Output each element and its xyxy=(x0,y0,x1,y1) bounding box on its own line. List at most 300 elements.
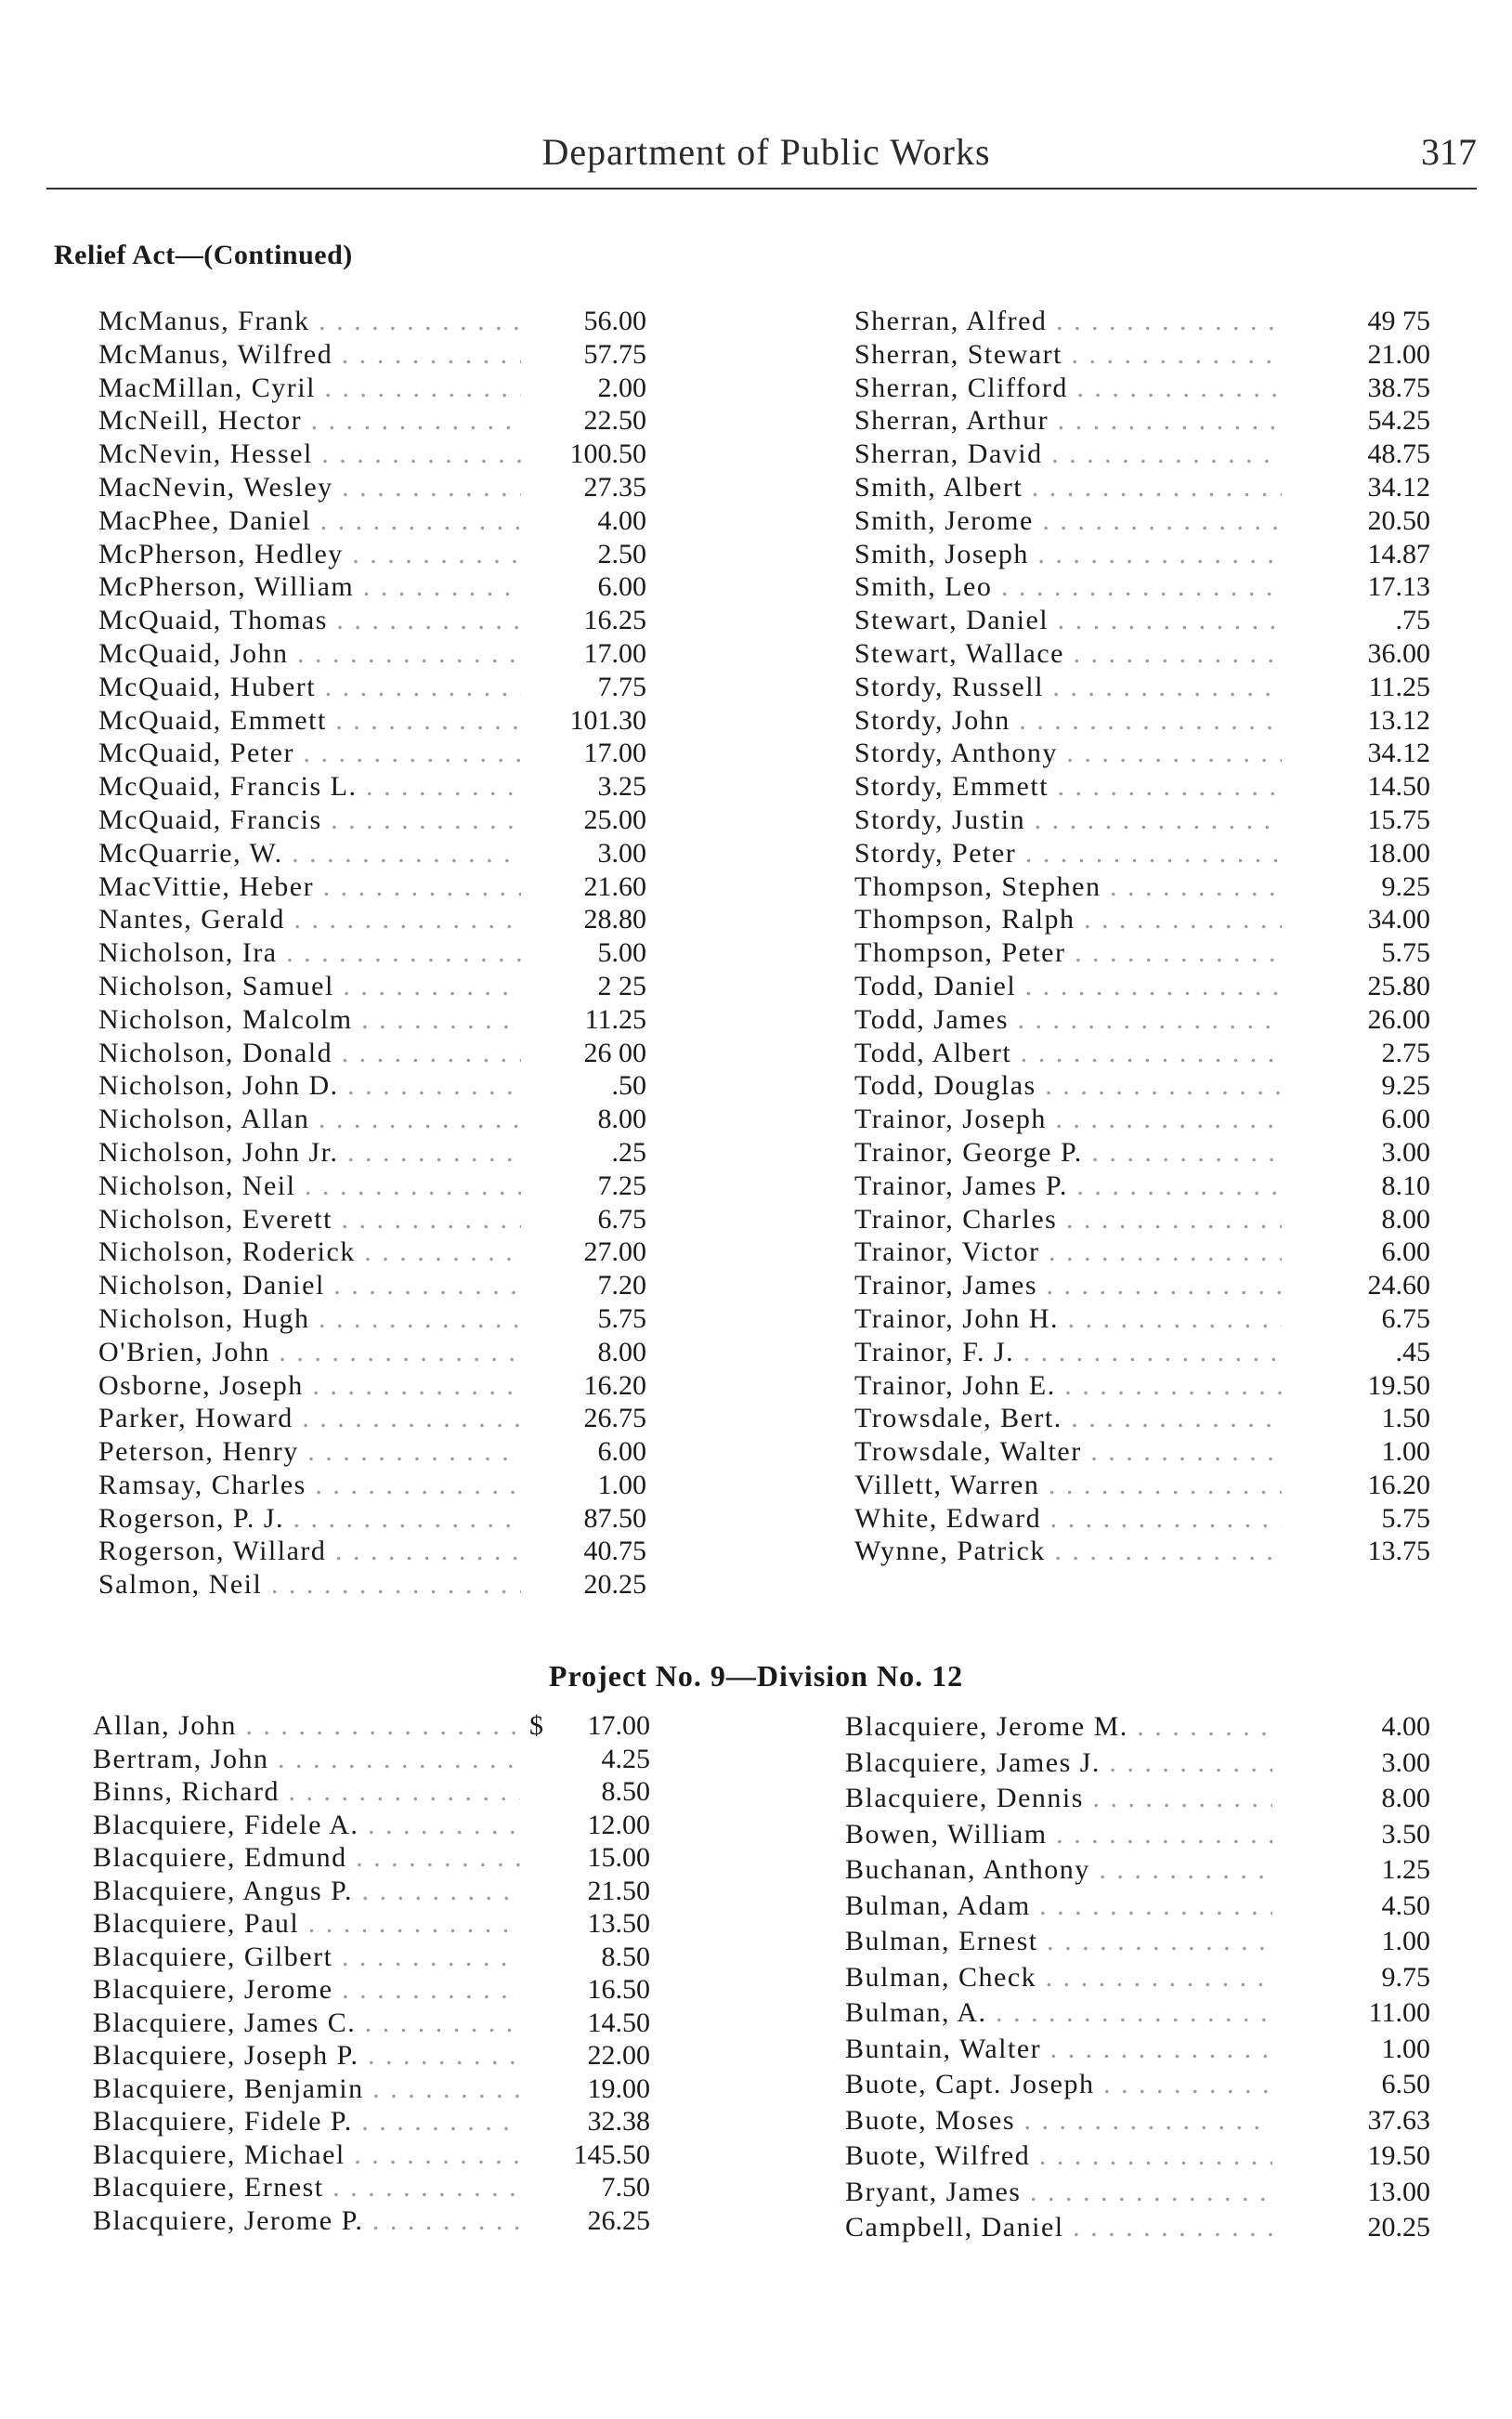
list-item xyxy=(854,1136,1430,1170)
entry-amount: 145.50 xyxy=(573,2138,650,2170)
entry-amount: 5.75 xyxy=(597,1302,646,1334)
entry-amount: 21.50 xyxy=(587,1875,650,1906)
entry-name: McNevin, Hessel . . . xyxy=(98,438,521,471)
entry-amount: 2.50 xyxy=(597,538,646,569)
entry-name: McPherson, Hedley . . . xyxy=(98,538,521,571)
entry-name: Sherran, Alfred . . . xyxy=(854,305,1282,338)
entry-amount: 20.25 xyxy=(1367,2212,1430,2242)
entry-amount: 1.50 xyxy=(1381,1403,1430,1434)
list-item xyxy=(845,1924,1430,1960)
entry-amount: 1.25 xyxy=(1381,1854,1430,1885)
entry-name: Nicholson, Ira . . . xyxy=(98,936,521,970)
entry-name: Smith, Jerome . . . xyxy=(854,504,1282,538)
entry-amount: 17.13 xyxy=(1367,571,1430,603)
entry-name: Stordy, Russell . . . xyxy=(854,671,1282,704)
entry-name: Bulman, A. . . . xyxy=(845,1995,1272,2032)
entry-amount: 7.20 xyxy=(597,1270,646,1301)
entry-name: MacPhee, Daniel . . . xyxy=(98,504,521,538)
list-item xyxy=(98,504,646,538)
entry-name: Nicholson, Daniel . . . xyxy=(98,1269,521,1302)
list-item xyxy=(854,804,1430,837)
entry-name: Stordy, Emmett . . . xyxy=(854,770,1282,804)
entry-name: Nicholson, Malcolm . . . xyxy=(98,1003,521,1037)
list-item xyxy=(93,1941,650,1974)
entry-name: Sherran, David . . . xyxy=(854,438,1282,471)
list-item xyxy=(98,338,646,372)
entry-amount: 14.87 xyxy=(1367,538,1430,569)
list-item xyxy=(854,471,1430,504)
entry-amount: 21.00 xyxy=(1367,338,1430,370)
list-item xyxy=(854,305,1430,338)
list-item xyxy=(854,1535,1430,1568)
entry-amount: 26 00 xyxy=(583,1037,646,1068)
entry-name: Thompson, Stephen . . . xyxy=(854,870,1282,904)
header-rule xyxy=(46,188,1477,190)
entry-amount: 3.25 xyxy=(597,771,646,803)
entry-amount: 6.75 xyxy=(1381,1302,1430,1334)
project-left-column xyxy=(93,1709,650,2237)
list-item xyxy=(854,770,1430,804)
entry-amount: 34.12 xyxy=(1367,738,1430,769)
entry-name: Todd, Douglas . . . xyxy=(854,1069,1282,1103)
list-item xyxy=(93,2039,650,2072)
entry-amount: 26.75 xyxy=(583,1403,646,1434)
entry-amount: 25.80 xyxy=(1367,970,1430,1001)
entry-name: Trainor, F. J. . . . xyxy=(854,1336,1282,1369)
entry-name: McQuaid, Francis . . . xyxy=(98,804,521,837)
entry-name: Blacquiere, Ernest . . . xyxy=(93,2171,520,2204)
entry-name: Smith, Albert . . . xyxy=(854,471,1282,504)
entry-name: Trainor, James P. . . . xyxy=(854,1170,1282,1203)
entry-amount: 11.00 xyxy=(1368,1997,1430,2028)
entry-name: White, Edward . . . xyxy=(854,1502,1282,1536)
list-item xyxy=(98,704,646,738)
entry-amount: 34.00 xyxy=(1367,904,1430,935)
entry-name: Trainor, John E. . . . xyxy=(854,1369,1282,1403)
entry-amount: 20.25 xyxy=(583,1569,646,1601)
entry-name: Binns, Richard . . . xyxy=(93,1775,520,1809)
list-item xyxy=(854,372,1430,405)
list-item xyxy=(854,936,1430,970)
entry-amount: 48.75 xyxy=(1367,438,1430,470)
entry-name: Stordy, Peter . . . xyxy=(854,837,1282,870)
entry-name: Nicholson, Neil . . . xyxy=(98,1170,521,1203)
entry-amount: 9.75 xyxy=(1381,1961,1430,1993)
entry-amount: 34.12 xyxy=(1367,471,1430,503)
entry-name: Wynne, Patrick . . . xyxy=(854,1535,1282,1568)
list-item xyxy=(845,1889,1430,1925)
entry-name: Trainor, James . . . xyxy=(854,1269,1282,1302)
entry-name: Blacquiere, Gilbert . . . xyxy=(93,1941,520,1974)
entry-name: McQuaid, Peter . . . xyxy=(98,737,521,770)
entry-name: Stewart, Wallace . . . xyxy=(854,637,1282,671)
entry-amount: 8.00 xyxy=(1381,1783,1430,1813)
entry-amount: 4.25 xyxy=(601,1743,650,1774)
entry-amount: 2.00 xyxy=(597,372,646,403)
entry-name: Blacquiere, James J. . . . xyxy=(845,1746,1272,1782)
list-item xyxy=(854,1402,1430,1435)
entry-name: Smith, Joseph . . . xyxy=(854,538,1282,571)
list-item xyxy=(854,1502,1430,1536)
entry-name: Todd, James . . . xyxy=(854,1003,1282,1037)
entry-amount: 11.25 xyxy=(584,1003,646,1035)
list-item xyxy=(854,438,1430,471)
entry-name: McManus, Wilfred . . . xyxy=(98,338,521,372)
entry-amount: 4.00 xyxy=(1381,1711,1430,1742)
page-header xyxy=(56,130,1477,186)
entry-amount: 8.50 xyxy=(601,1941,650,1972)
project-title: Project No. 9—Division No. 12 xyxy=(548,1659,964,1693)
list-item xyxy=(98,837,646,870)
entry-amount: 15.00 xyxy=(587,1842,650,1873)
entry-amount: 16.20 xyxy=(583,1369,646,1401)
list-item xyxy=(98,1369,646,1403)
entry-amount: 8.00 xyxy=(597,1336,646,1367)
entry-name: McQuaid, Thomas . . . xyxy=(98,604,521,637)
list-item xyxy=(854,404,1430,438)
currency-symbol: $ xyxy=(529,1710,543,1741)
list-item xyxy=(98,1568,646,1602)
list-item xyxy=(854,1435,1430,1469)
section-title: Relief Act—(Continued) xyxy=(54,240,353,270)
list-item xyxy=(845,1746,1430,1782)
list-item xyxy=(98,671,646,704)
entry-amount: 3.00 xyxy=(597,837,646,869)
entry-amount: 56.00 xyxy=(583,306,646,336)
entry-name: Nicholson, Hugh . . . xyxy=(98,1302,521,1336)
entry-amount: 16.20 xyxy=(1367,1469,1430,1500)
entry-amount: 27.35 xyxy=(583,471,646,503)
entry-amount: 9.25 xyxy=(1381,1070,1430,1102)
list-item xyxy=(98,1003,646,1037)
list-item xyxy=(98,1236,646,1269)
list-item xyxy=(854,1170,1430,1203)
entry-name: Buchanan, Anthony . . . xyxy=(845,1852,1272,1889)
list-item xyxy=(854,1103,1430,1136)
list-item xyxy=(854,704,1430,738)
entry-amount: 14.50 xyxy=(587,2007,650,2038)
list-item xyxy=(93,1875,650,1908)
entry-amount: 6.00 xyxy=(1381,1104,1430,1135)
list-item xyxy=(854,1236,1430,1269)
entry-amount: 3.00 xyxy=(1381,1136,1430,1168)
list-item xyxy=(93,2204,650,2238)
list-item xyxy=(854,1069,1430,1103)
entry-amount: 101.30 xyxy=(569,704,646,736)
list-item xyxy=(98,372,646,405)
entry-name: Stewart, Daniel . . . xyxy=(854,604,1282,637)
entry-name: Bulman, Check . . . xyxy=(845,1960,1272,1996)
entry-name: Nicholson, Allan . . . xyxy=(98,1103,521,1136)
project-right-column xyxy=(845,1709,1430,2246)
list-item xyxy=(845,1960,1430,1996)
entry-name: Trowsdale, Bert. . . . xyxy=(854,1402,1282,1435)
list-item xyxy=(98,1136,646,1170)
list-item xyxy=(98,604,646,637)
entry-name: Blacquiere, Jerome P. . . . xyxy=(93,2204,520,2238)
entry-amount: 3.00 xyxy=(1381,1746,1430,1778)
list-item xyxy=(854,1302,1430,1336)
list-item xyxy=(854,538,1430,571)
list-item xyxy=(98,1435,646,1469)
entry-amount: 11.25 xyxy=(1368,671,1430,702)
entry-amount: 14.50 xyxy=(1367,771,1430,803)
entry-name: Trainor, Charles . . . xyxy=(854,1203,1282,1236)
entry-amount: 8.00 xyxy=(1381,1203,1430,1235)
entry-amount: 4.50 xyxy=(1381,1889,1430,1921)
entry-name: Blacquiere, Benjamin . . . xyxy=(93,2072,520,2106)
list-item xyxy=(98,1203,646,1236)
entry-name: Trainor, John H. . . . xyxy=(854,1302,1282,1336)
page-title: Department of Public Works xyxy=(541,131,991,173)
relief-left-column xyxy=(98,305,646,1602)
list-item xyxy=(98,1302,646,1336)
entry-name: Nicholson, John D. . . . xyxy=(98,1069,521,1103)
entry-name: Thompson, Ralph . . . xyxy=(854,903,1282,936)
list-item xyxy=(93,1973,650,2007)
list-item xyxy=(98,538,646,571)
entry-amount: 7.50 xyxy=(601,2172,650,2203)
list-item xyxy=(854,671,1430,704)
entry-name: MacMillan, Cyril . . . xyxy=(98,372,521,405)
entry-amount: .75 xyxy=(1395,605,1430,636)
list-item xyxy=(98,1336,646,1369)
entry-name: Blacquiere, Angus P. . . . xyxy=(93,1875,520,1908)
list-item xyxy=(93,2072,650,2106)
entry-amount: .25 xyxy=(611,1136,646,1168)
entry-name: Stordy, Anthony . . . xyxy=(854,737,1282,770)
entry-name: Blacquiere, Jerome M. . . . xyxy=(845,1709,1272,1746)
entry-amount: 26.25 xyxy=(587,2204,650,2236)
entry-amount: 28.80 xyxy=(583,904,646,935)
entry-amount: 2.75 xyxy=(1381,1037,1430,1068)
list-item xyxy=(98,1535,646,1568)
list-item xyxy=(93,1775,650,1809)
entry-amount: 49 75 xyxy=(1367,306,1430,336)
entry-amount: 6.00 xyxy=(1381,1236,1430,1268)
entry-amount: 17.00 xyxy=(583,637,646,669)
entry-amount: 6.00 xyxy=(597,571,646,603)
list-item xyxy=(98,1037,646,1070)
entry-name: Blacquiere, Michael . . . xyxy=(93,2138,520,2172)
list-item xyxy=(98,1069,646,1103)
entry-amount: 16.25 xyxy=(583,605,646,636)
list-item xyxy=(98,804,646,837)
entry-name: Salmon, Neil . . . xyxy=(98,1568,521,1602)
entry-amount: 16.50 xyxy=(587,1974,650,2005)
entry-amount: 19.00 xyxy=(587,2072,650,2104)
entry-amount: 22.50 xyxy=(583,405,646,437)
entry-name: Nantes, Gerald . . . xyxy=(98,903,521,936)
entry-name: Buote, Capt. Joseph . . . xyxy=(845,2067,1272,2103)
list-item xyxy=(845,2032,1430,2068)
list-item xyxy=(98,770,646,804)
list-item xyxy=(845,2103,1430,2139)
entry-name: Buote, Moses . . . xyxy=(845,2103,1272,2139)
entry-name: McQuaid, John . . . xyxy=(98,637,521,671)
entry-amount: 38.75 xyxy=(1367,372,1430,403)
entry-amount: 36.00 xyxy=(1367,637,1430,669)
entry-name: Blacquiere, Fidele A. . . . xyxy=(93,1809,520,1842)
entry-name: Blacquiere, Jerome . . . xyxy=(93,1973,520,2007)
entry-amount: 25.00 xyxy=(583,804,646,835)
entry-amount: 1.00 xyxy=(1381,1436,1430,1468)
entry-amount: 8.50 xyxy=(601,1776,650,1807)
entry-name: Nicholson, Donald . . . xyxy=(98,1037,521,1070)
list-item xyxy=(854,1203,1430,1236)
entry-name: McQuaid, Hubert . . . xyxy=(98,671,521,704)
list-item xyxy=(93,1809,650,1842)
entry-name: O'Brien, John . . . xyxy=(98,1336,521,1369)
list-item xyxy=(98,637,646,671)
entry-amount: 8.00 xyxy=(597,1104,646,1135)
entry-name: Blacquiere, Edmund . . . xyxy=(93,1841,520,1875)
list-item xyxy=(98,970,646,1003)
entry-amount: 8.10 xyxy=(1381,1170,1430,1201)
list-item xyxy=(854,870,1430,904)
list-item xyxy=(845,2210,1430,2246)
entry-amount: 3.50 xyxy=(1381,1818,1430,1850)
entry-name: Thompson, Peter . . . xyxy=(854,936,1282,970)
list-item xyxy=(854,737,1430,770)
list-item xyxy=(98,737,646,770)
entry-name: Rogerson, Willard . . . xyxy=(98,1535,521,1568)
list-item xyxy=(854,504,1430,538)
entry-name: MacVittie, Heber . . . xyxy=(98,870,521,904)
entry-name: McNeill, Hector . . . xyxy=(98,404,521,438)
entry-name: Trainor, Joseph . . . xyxy=(854,1103,1282,1136)
entry-amount: 18.00 xyxy=(1367,837,1430,869)
entry-amount: 19.50 xyxy=(1367,1369,1430,1401)
list-item xyxy=(845,2175,1430,2211)
entry-name: Buntain, Walter . . . xyxy=(845,2032,1272,2068)
entry-amount: 87.50 xyxy=(583,1502,646,1534)
entry-amount: 22.00 xyxy=(587,2040,650,2071)
list-item xyxy=(98,1170,646,1203)
entry-amount: 6.00 xyxy=(597,1436,646,1468)
entry-amount: 1.00 xyxy=(597,1469,646,1500)
list-item xyxy=(98,438,646,471)
list-item xyxy=(854,1037,1430,1070)
entry-amount: 6.50 xyxy=(1381,2069,1430,2099)
entry-amount: .50 xyxy=(611,1070,646,1102)
list-item xyxy=(854,1469,1430,1502)
entry-amount: 54.25 xyxy=(1367,405,1430,437)
list-item xyxy=(93,1841,650,1875)
entry-name: Parker, Howard . . . xyxy=(98,1402,521,1435)
list-item xyxy=(98,903,646,936)
list-item xyxy=(854,338,1430,372)
entry-name: Bryant, James . . . xyxy=(845,2175,1272,2211)
list-item xyxy=(93,1907,650,1941)
entry-amount: 13.12 xyxy=(1367,704,1430,736)
entry-name: Stordy, John . . . xyxy=(854,704,1282,738)
entry-name: Peterson, Henry . . . xyxy=(98,1435,521,1469)
entry-amount: 26.00 xyxy=(1367,1003,1430,1035)
list-item xyxy=(93,2138,650,2172)
entry-name: Ramsay, Charles . . . xyxy=(98,1469,521,1502)
entry-name: Nicholson, John Jr. . . . xyxy=(98,1136,521,1170)
entry-amount: 5.75 xyxy=(1381,937,1430,969)
entry-amount: 9.25 xyxy=(1381,870,1430,902)
list-item xyxy=(854,604,1430,637)
entry-name: Todd, Daniel . . . xyxy=(854,970,1282,1003)
entry-amount: 2 25 xyxy=(597,970,646,1001)
list-item xyxy=(845,1709,1430,1746)
list-item xyxy=(98,1269,646,1302)
entry-name: Trainor, George P. . . . xyxy=(854,1136,1282,1170)
entry-name: Nicholson, Everett . . . xyxy=(98,1203,521,1236)
list-item xyxy=(854,970,1430,1003)
list-item xyxy=(854,1336,1430,1369)
list-item xyxy=(854,1369,1430,1403)
page-number: 317 xyxy=(1421,131,1477,173)
list-item xyxy=(845,1995,1430,2032)
entry-name: McQuarrie, W. . . . xyxy=(98,837,521,870)
entry-name: Sherran, Clifford . . . xyxy=(854,372,1282,405)
entry-name: Sherran, Arthur . . . xyxy=(854,404,1282,438)
list-item xyxy=(98,870,646,904)
list-item xyxy=(98,471,646,504)
entry-amount: 7.75 xyxy=(597,671,646,702)
entry-name: Sherran, Stewart . . . xyxy=(854,338,1282,372)
entry-name: Bulman, Ernest . . . xyxy=(845,1924,1272,1960)
list-item xyxy=(854,637,1430,671)
list-item xyxy=(845,2138,1430,2175)
entry-name: Stordy, Justin . . . xyxy=(854,804,1282,837)
list-item xyxy=(98,1103,646,1136)
entry-amount: 15.75 xyxy=(1367,804,1430,835)
list-item xyxy=(845,2067,1430,2103)
list-item xyxy=(845,1781,1430,1817)
entry-amount: 17.00 xyxy=(583,738,646,769)
list-item xyxy=(854,837,1430,870)
entry-name: Nicholson, Roderick . . . xyxy=(98,1236,521,1269)
entry-name: Bertram, John . . . xyxy=(93,1743,520,1776)
list-item xyxy=(93,1709,650,1743)
entry-amount: 57.75 xyxy=(583,338,646,370)
entry-amount: 1.00 xyxy=(1381,2033,1430,2064)
list-item xyxy=(98,305,646,338)
relief-right-column xyxy=(854,305,1430,1568)
entry-amount: 4.00 xyxy=(597,504,646,536)
entry-name: Villett, Warren . . . xyxy=(854,1469,1282,1502)
entry-name: Buote, Wilfred . . . xyxy=(845,2138,1272,2175)
list-item xyxy=(854,1269,1430,1302)
entry-amount: 13.75 xyxy=(1367,1536,1430,1567)
entry-name: Nicholson, Samuel . . . xyxy=(98,970,521,1003)
list-item xyxy=(98,404,646,438)
entry-amount: .45 xyxy=(1395,1336,1430,1367)
entry-name: Bulman, Adam . . . xyxy=(845,1889,1272,1925)
entry-amount: 1.00 xyxy=(1381,1926,1430,1956)
entry-amount: 24.60 xyxy=(1367,1270,1430,1301)
list-item xyxy=(98,936,646,970)
list-item xyxy=(845,1817,1430,1853)
list-item xyxy=(98,1402,646,1435)
list-item xyxy=(98,570,646,604)
list-item xyxy=(93,2007,650,2040)
entry-name: Trainor, Victor . . . xyxy=(854,1236,1282,1269)
entry-name: Smith, Leo . . . xyxy=(854,570,1282,604)
list-item xyxy=(93,2105,650,2138)
entry-name: McQuaid, Emmett . . . xyxy=(98,704,521,738)
entry-amount: 13.50 xyxy=(587,1908,650,1939)
entry-amount: 37.63 xyxy=(1367,2104,1430,2136)
list-item xyxy=(854,570,1430,604)
entry-amount: 5.75 xyxy=(1381,1502,1430,1534)
list-item xyxy=(93,2171,650,2204)
